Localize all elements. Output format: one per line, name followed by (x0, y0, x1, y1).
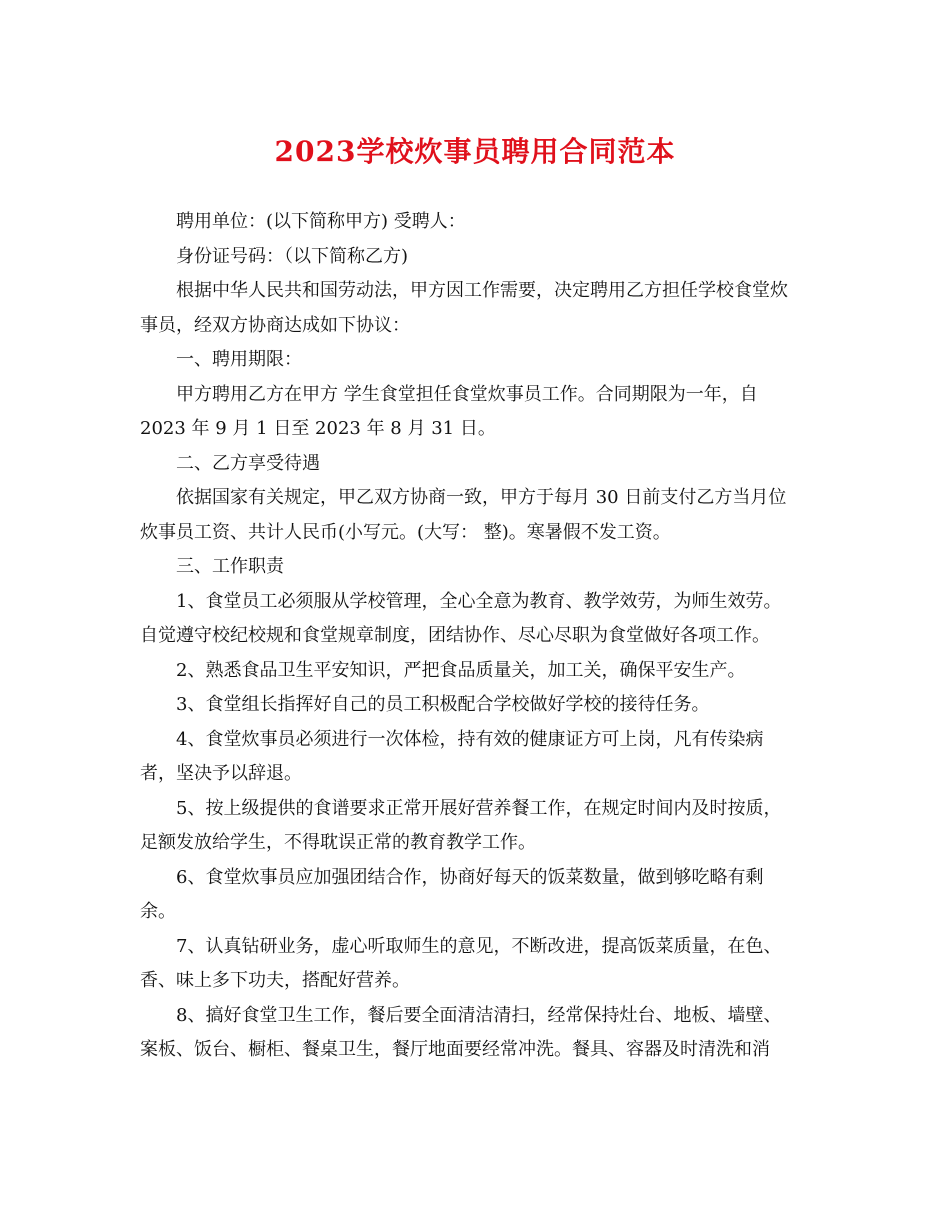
paragraph-line: 香、味上多下功夫，搭配好营养。 (140, 970, 410, 991)
paragraph-line: 根据中华人民共和国劳动法，甲方因工作需要，决定聘用乙方担任学校食堂炊 (176, 280, 788, 301)
paragraph (140, 688, 805, 723)
paragraph-line: 甲方聘用乙方在甲方 学生食堂担任食堂炊事员工作。合同期限为一年，自 (176, 383, 758, 405)
paragraph (140, 481, 805, 550)
paragraph-line: 2023 年 9 月 1 日至 2023 年 8 月 31 日。 (140, 418, 496, 439)
paragraph-line: 8、搞好食堂卫生工作，餐后要全面清洁清扫，经常保持灶台、地板、墙壁、 (176, 1004, 782, 1026)
paragraph-line: 足额发放给学生，不得耽误正常的教育教学工作。 (140, 832, 536, 853)
paragraph-line: 自觉遵守校纪校规和食堂规章制度，团结协作、尽心尽职为食堂做好各项工作。 (140, 625, 770, 646)
paragraph-line: 身份证号码：（以下简称乙方) (176, 245, 409, 267)
paragraph (140, 447, 805, 482)
paragraph (140, 861, 805, 930)
paragraph-line: 5、按上级提供的食谱要求正常开展好营养餐工作，在规定时间内及时按质， (176, 797, 782, 819)
paragraph-line: 案板、饭台、橱柜、餐桌卫生，餐厅地面要经常冲洗。餐具、容器及时清洗和消 (140, 1039, 770, 1060)
paragraph-line: 余。 (140, 901, 176, 922)
document-title: 2023学校炊事员聘用合同范本 (274, 135, 676, 168)
paragraph-line: 二、乙方享受待遇 (176, 452, 320, 474)
paragraph-line: 事员，经双方协商达成如下协议： (140, 314, 410, 336)
paragraph-line: 4、食堂炊事员必须进行一次体检，持有效的健康证方可上岗，凡有传染病 (176, 728, 764, 750)
paragraph-line: 2、熟悉食品卫生平安知识，严把食品质量关，加工关，确保平安生产。 (176, 659, 746, 681)
paragraph-line: 炊事员工资、共计人民币(小写元。(大写： 整)。寒暑假不发工资。 (140, 521, 671, 543)
paragraph (140, 205, 805, 240)
paragraph (140, 274, 805, 343)
paragraph (140, 343, 805, 378)
paragraph-line: 6、食堂炊事员应加强团结合作，协商好每天的饭菜数量，做到够吃略有剩 (176, 866, 764, 888)
paragraph (140, 654, 805, 689)
paragraph-line: 3、食堂组长指挥好自己的员工积极配合学校做好学校的接待任务。 (176, 694, 710, 715)
paragraph (140, 585, 805, 654)
paragraph-line: 依据国家有关规定，甲乙双方协商一致，甲方于每月 30 日前支付乙方当月位 (176, 487, 787, 508)
paragraph (140, 723, 805, 792)
paragraph (140, 792, 805, 861)
paragraph-line: 7、认真钻研业务，虚心听取师生的意见，不断改进，提高饭菜质量，在色、 (176, 935, 782, 957)
paragraph (140, 930, 805, 999)
paragraph-line: 聘用单位：(以下简称甲方) 受聘人： (176, 211, 466, 232)
paragraph-line: 1、食堂员工必须服从学校管理，全心全意为教育、教学效劳，为师生效劳。 (176, 590, 782, 612)
document-body (140, 205, 805, 1068)
paragraph (140, 240, 805, 275)
paragraph (140, 550, 805, 585)
paragraph (140, 999, 805, 1068)
paragraph-line: 者，坚决予以辞退。 (140, 763, 302, 784)
paragraph (140, 378, 805, 447)
paragraph-line: 一、聘用期限： (176, 349, 302, 370)
paragraph-line: 三、工作职责 (176, 556, 284, 577)
